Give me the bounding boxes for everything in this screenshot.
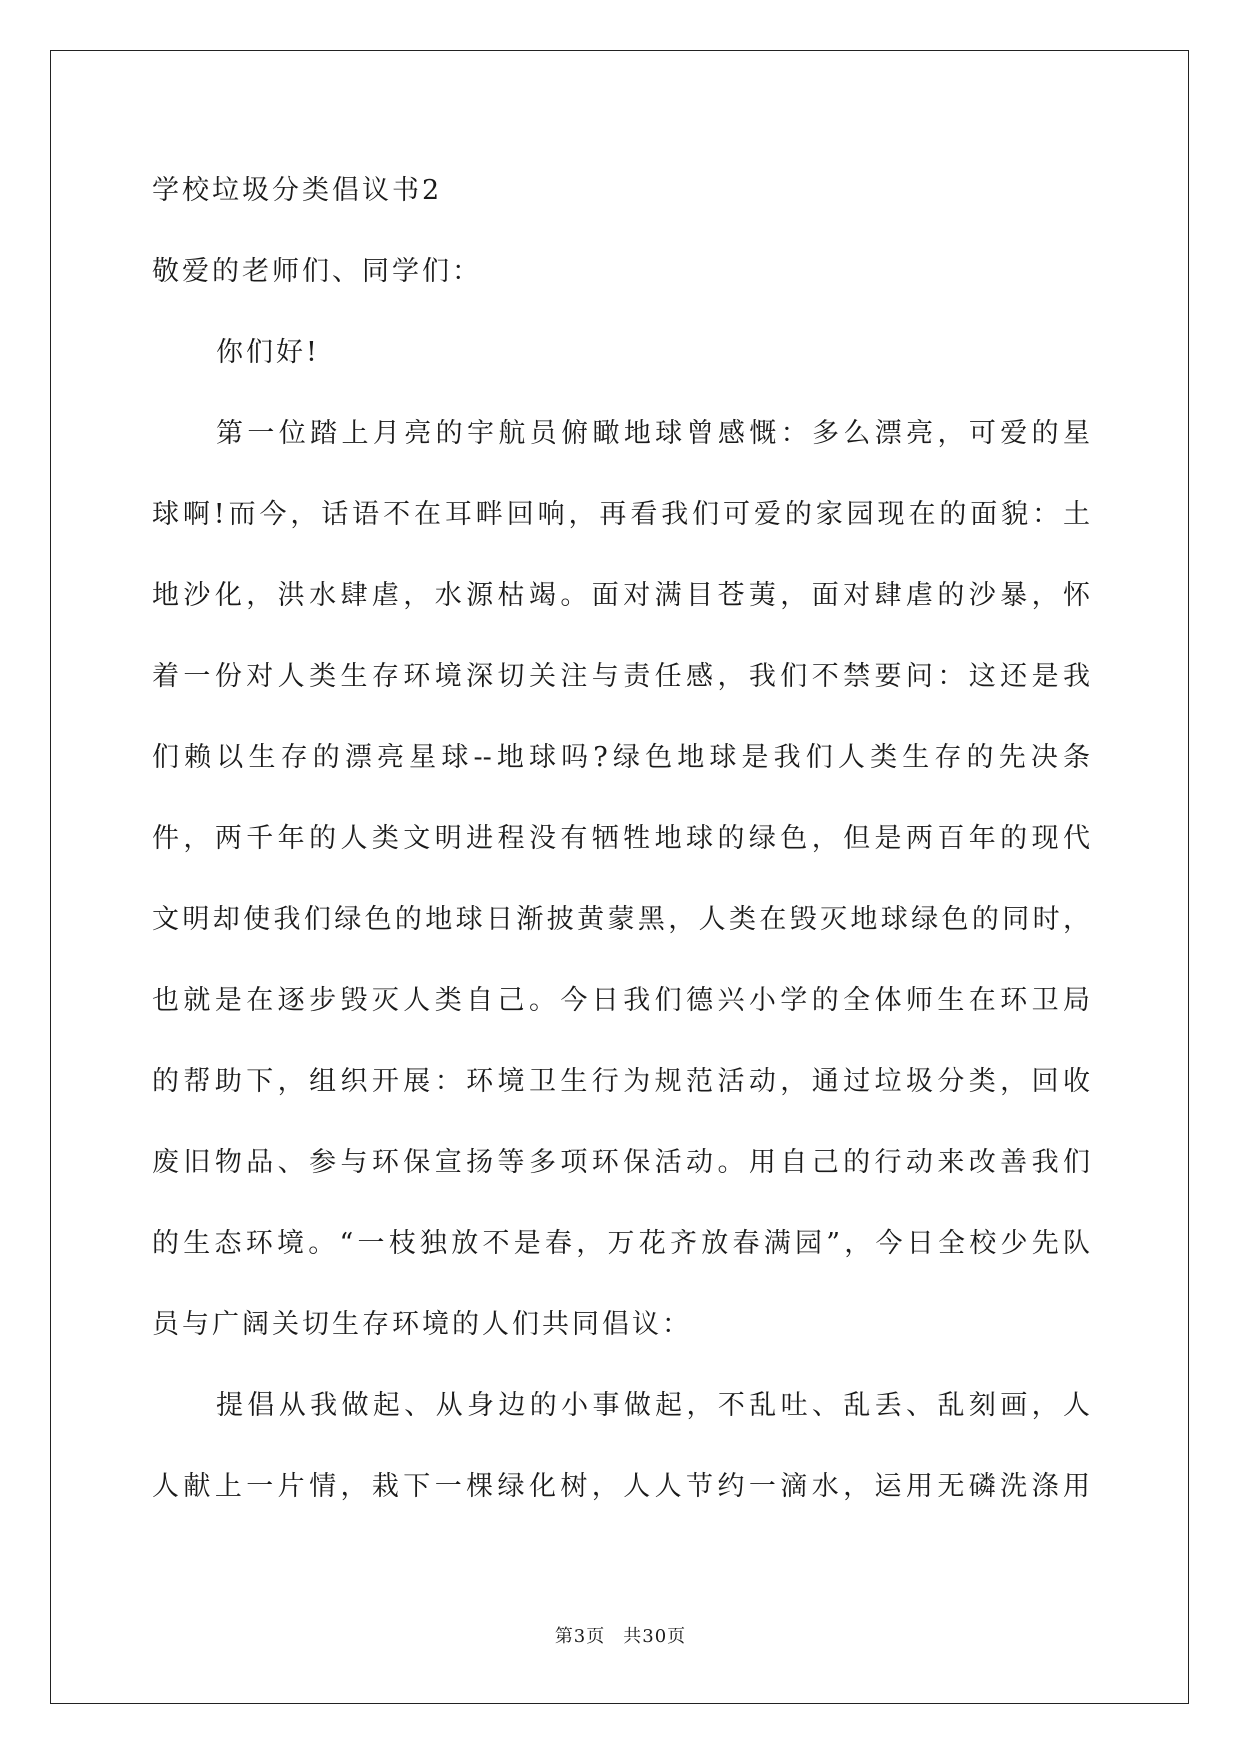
salutation: 敬爱的老师们、同学们： [152, 256, 482, 287]
paragraph-line: 文明却使我们绿色的地球日渐披黄蒙黑，人类在毁灭地球绿色的同时， [152, 904, 1090, 935]
paragraph-line: 第一位踏上月亮的宇航员俯瞰地球曾感慨：多么漂亮，可爱的星 [216, 418, 1090, 449]
paragraph-line: 提倡从我做起、从身边的小事做起，不乱吐、乱丢、乱刻画，人 [216, 1390, 1090, 1421]
paragraph-line: 地沙化，洪水肆虐，水源枯竭。面对满目苍荑，面对肆虐的沙暴，怀 [152, 580, 1090, 611]
page-number: 第3页 [554, 1626, 606, 1647]
paragraph-line: 们赖以生存的漂亮星球--地球吗?绿色地球是我们人类生存的先决条 [152, 742, 1090, 773]
page-footer [0, 1622, 1241, 1648]
document-body [152, 165, 1090, 1542]
greeting: 你们好! [216, 337, 320, 368]
paragraph-line: 也就是在逐步毁灭人类自己。今日我们德兴小学的全体师生在环卫局 [152, 985, 1090, 1016]
paragraph-line: 废旧物品、参与环保宣扬等多项环保活动。用自己的行动来改善我们 [152, 1147, 1090, 1178]
paragraph-2 [152, 1380, 1090, 1542]
paragraph-line: 着一份对人类生存环境深切关注与责任感，我们不禁要问：这还是我 [152, 661, 1090, 692]
paragraph-line: 球啊!而今，话语不在耳畔回响，再看我们可爱的家园现在的面貌：土 [152, 499, 1090, 530]
paragraph-line: 的生态环境。“一枝独放不是春，万花齐放春满园”，今日全校少先队 [152, 1228, 1090, 1259]
document-title: 学校垃圾分类倡议书2 [152, 175, 443, 206]
paragraph-line: 员与广阔关切生存环境的人们共同倡议： [152, 1309, 692, 1340]
paragraph-line: 的帮助下，组织开展：环境卫生行为规范活动，通过垃圾分类，回收 [152, 1066, 1090, 1097]
page-total: 共30页 [623, 1626, 687, 1647]
paragraph-line: 件，两千年的人类文明进程没有牺牲地球的绿色，但是两百年的现代 [152, 823, 1090, 854]
paragraph-1 [152, 408, 1090, 1380]
paragraph-line: 人献上一片情，栽下一棵绿化树，人人节约一滴水，运用无磷洗涤用 [152, 1471, 1090, 1502]
